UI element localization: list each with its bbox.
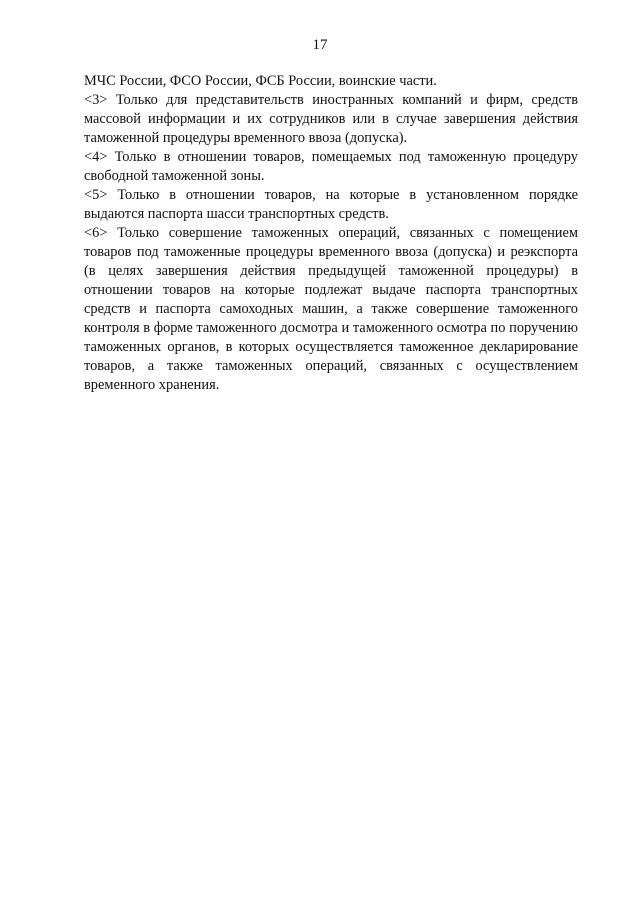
page-number: 17 bbox=[312, 37, 328, 53]
continuation-paragraph: МЧС России, ФСО России, ФСБ России, воинские части. bbox=[84, 73, 437, 89]
footnote-4: <4> Только в отношении товаров, помещаемых под таможенную процедуру свободной таможенной зоны. bbox=[84, 149, 578, 184]
footnote-5: <5> Только в отношении товаров, на которые в установленном порядке выдаются паспорта шасси транспортных средств. bbox=[84, 187, 578, 222]
footnotes-text bbox=[84, 72, 578, 395]
footnote-6: <6> Только совершение таможенных операций, связанных с помещением товаров под таможенные процедуры временного ввоза (допуска) и реэкспорта (в целях завершения действия предыдущей таможенной процедуры) в отношении товаров на которые подлежат выдаче паспорта транспортных средств и паспорта самоходных машин, а также совершение таможенного контроля в форме таможенного досмотра и таможенного осмотра по поручению таможенных органов, в которых осуществляется таможенное декларирование товаров, а также таможенных операций, связанных с осуществлением временного хранения. bbox=[84, 225, 578, 393]
footnote-3: <3> Только для представительств иностранных компаний и фирм, средств массовой информации и их сотрудников или в случае завершения действия таможенной процедуры временного ввоза (допуска). bbox=[84, 92, 578, 146]
